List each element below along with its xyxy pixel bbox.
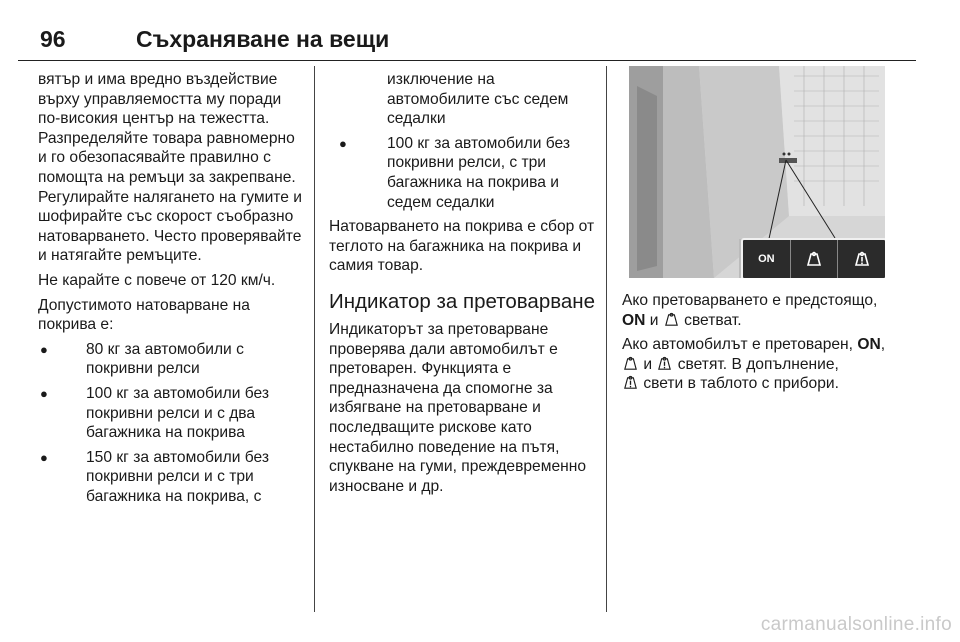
paragraph-overload-indicator: Индикаторът за претоварване проверява дали автомобилът е претоварен. Функцията е предназначена да спомогне за избягване на претоварване и последващите рискове като нестабилно поведение на пътя, спукване на гуми, преждевременно износване и др.: [329, 320, 587, 495]
on-button[interactable]: [743, 240, 791, 278]
load-weight-icon: [663, 311, 680, 328]
control-panel: [741, 238, 885, 278]
column-divider-1: [314, 66, 315, 612]
load-weight-icon: [805, 251, 823, 267]
roof-load-list-2: [329, 134, 597, 212]
column-1: [38, 70, 306, 511]
header-rule: [18, 60, 916, 61]
paragraph-roof-load-intro: Допустимото натоварване на покрива е:: [38, 296, 250, 334]
page-header: [18, 18, 916, 58]
column-3: [622, 291, 898, 399]
paragraph-speed-limit: Не карайте с повече от 120 км/ч.: [38, 271, 276, 289]
paragraph-roof-load-sum: Натоварването на покрива е сбор от теглото на багажника на покрива и самия товар.: [329, 218, 595, 275]
page-title: Съхраняване на вещи: [136, 26, 390, 52]
page-number: 96: [40, 26, 66, 52]
paragraph-imminent-overload: Ако претоварването е предстоящо, ON и светват.: [622, 292, 878, 329]
watermark: carmanualsonline.info: [760, 614, 952, 635]
on-button-label: ON: [758, 253, 775, 265]
roof-load-list: [38, 340, 306, 507]
list-item: ● 100 кг за автомобили без покривни релси и с два багажника на покрива: [38, 384, 306, 443]
overload-indicator-button[interactable]: [838, 240, 885, 278]
list-item: ● 100 кг за автомобили без покривни релси, с три багажника на покрива и седем седалки: [329, 134, 597, 212]
paragraph-overloaded: Ако автомобилът е претоварен, ON, и светят. В допълнение, свети в таблото с прибори.: [622, 336, 886, 393]
list-item-continuation: изключение на автомобилите със седем седалки: [387, 71, 569, 128]
overload-weight-icon: [656, 355, 673, 372]
cargo-area-photo: [629, 66, 885, 278]
load-weight-icon: [622, 355, 639, 372]
roof-load-list-continued: [329, 70, 597, 129]
section-heading: Индикатор за претоварване: [329, 289, 596, 313]
on-indicator-text: ON: [857, 336, 881, 354]
column-divider-2: [606, 66, 607, 612]
paragraph-load-warning: вятър и има вредно въздействие върху управляемостта му поради по-високия център на тежестта. Разпределяйте товара равномерно и го обезопасявайте правилно с помощта на ремъци за закрепване. Регулирайте налягането на гумите и шофирайте със скорост съобразно натоварването. Често проверявайте и натягайте ремъците.: [38, 71, 302, 265]
list-item: ● 80 кг за автомобили с покривни релси: [38, 340, 306, 379]
load-indicator-button[interactable]: [791, 240, 839, 278]
overload-weight-icon: [853, 251, 871, 267]
list-item: ● 150 кг за автомобили без покривни релси и с три багажника на покрива, с: [38, 448, 306, 507]
overload-weight-icon: [622, 374, 639, 391]
on-indicator-text: ON: [622, 311, 646, 329]
column-2: [329, 70, 597, 501]
